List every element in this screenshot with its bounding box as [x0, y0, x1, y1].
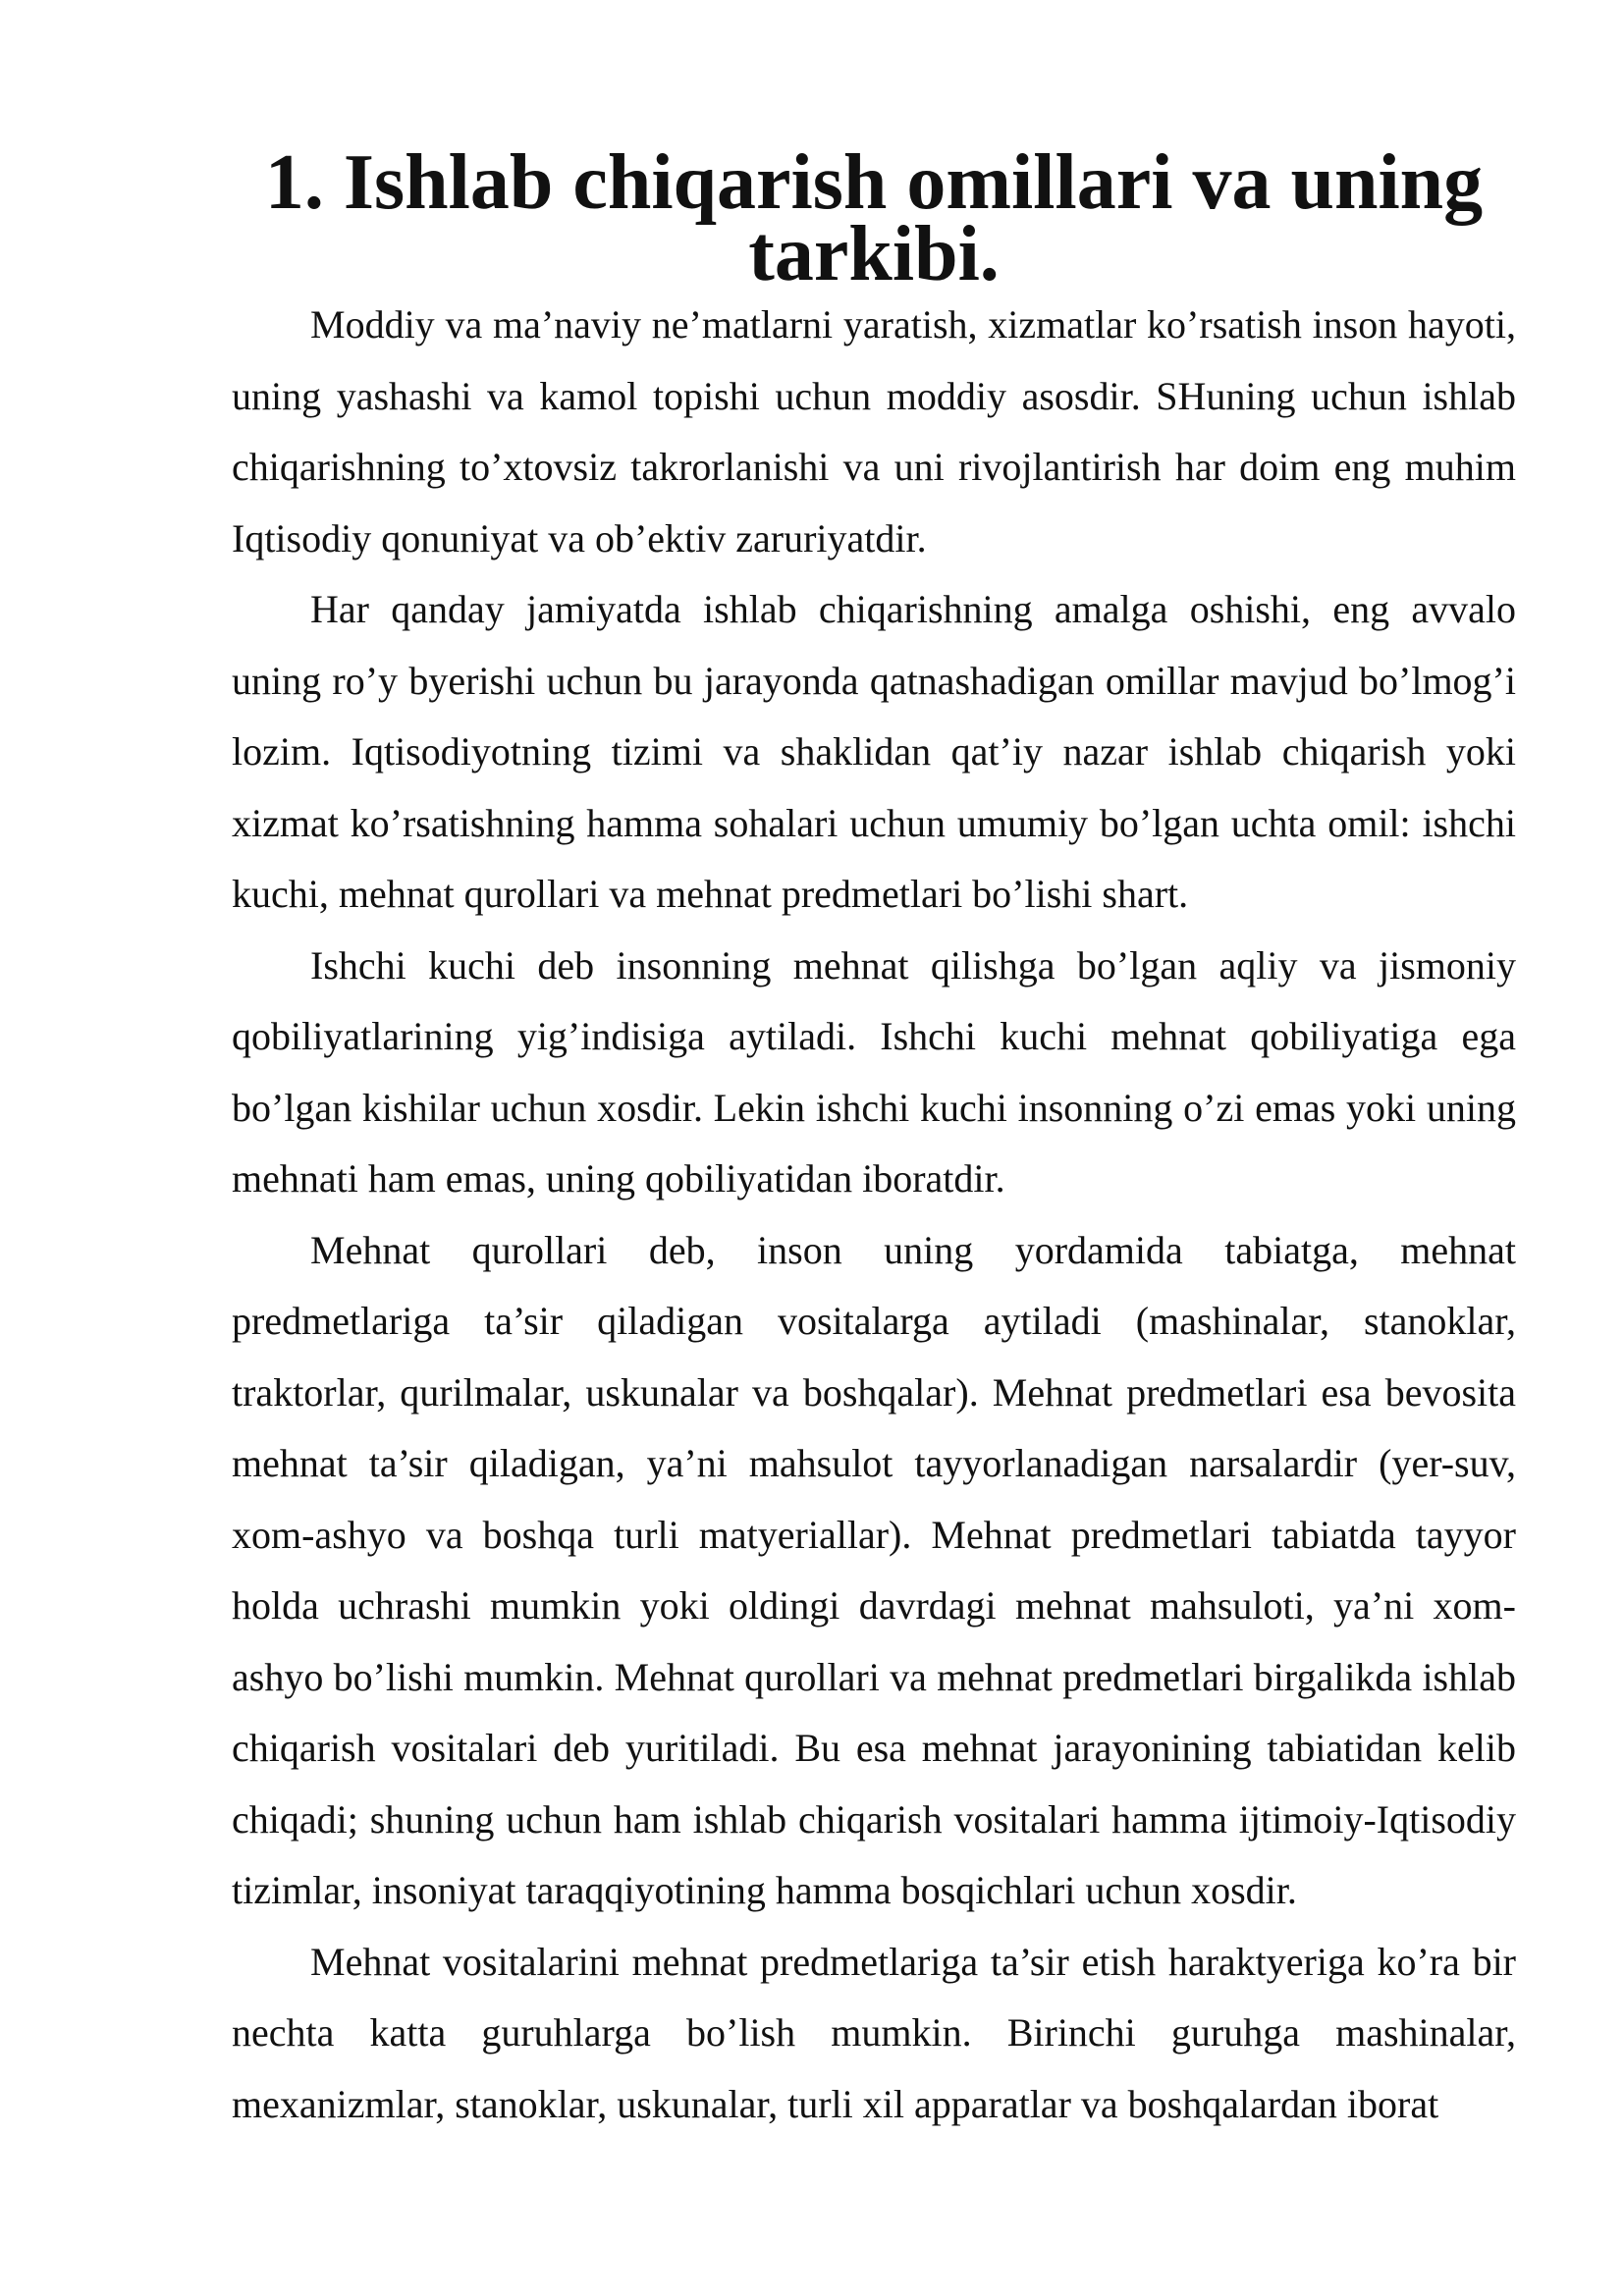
paragraph-3: Ishchi kuchi deb insonning mehnat qilishga bo’lgan aqliy va jismoniy qobiliyatlarining yig’indisiga aytiladi. Ishchi kuchi mehnat qobiliyatiga ega bo’lgan kishilar uchun xosdir. Lekin ishchi kuchi insonning o’zi emas yoki uning mehnati ham emas, uning qobiliyatidan iboratdir. [232, 942, 1516, 1201]
paragraph-4: Mehnat qurollari deb, inson uning yordamida tabiatga, mehnat predmetlariga ta’sir qiladigan vositalarga aytiladi (mashinalar, stanoklar, traktorlar, qurilmalar, uskunalar va boshqalar). Mehnat predmetlari esa bevosita mehnat ta’sir qiladigan, ya’ni mahsulot tayyorlanadigan narsalardir (yer-suv, xom-ashyo va boshqa turli matyeriallar). Mehnat predmetlari tabiatda tayyor holda uchrashi mumkin yoki oldingi davrdagi mehnat mahsuloti, ya’ni xom-ashyo bo’lishi mumkin. Mehnat qurollari va mehnat predmetlari birgalikda ishlab chiqarish vositalari deb yuritiladi. Bu esa mehnat jarayonining tabiatidan kelib chiqadi; shuning uchun ham ishlab chiqarish vositalari hamma ijtimoiy-Iqtisodiy tizimlar, insoniyat taraqqiyotining hamma bosqichlari uchun xosdir. [232, 1227, 1516, 1912]
section-heading: 1. Ishlab chiqarish omillari va uning tarkibi. [264, 139, 1484, 297]
paragraph-1: Moddiy va ma’naviy ne’matlarni yaratish, xizmatlar ko’rsatish inson hayoti, uning yashashi va kamol topishi uchun moddiy asosdir. SHuning uchun ishlab chiqarishning to’xtovsiz takrorlanishi va uni rivojlantirish har doim eng muhim Iqtisodiy qonuniyat va ob’ektiv zaruriyatdir. [232, 302, 1516, 561]
document-page [232, 139, 1516, 2140]
paragraph-2: Har qanday jamiyatda ishlab chiqarishning amalga oshishi, eng avvalo uning ro’y byerishi uchun bu jarayonda qatnashadigan omillar mavjud bo’lmog’i lozim. Iqtisodiyotning tizimi va shaklidan qat’iy nazar ishlab chiqarish yoki xizmat ko’rsatishning hamma sohalari uchun umumiy bo’lgan uchta omil: ishchi kuchi, mehnat qurollari va mehnat predmetlari bo’lishi shart. [232, 587, 1516, 916]
paragraph-5: Mehnat vositalarini mehnat predmetlariga ta’sir etish haraktyeriga ko’ra bir nechta katta guruhlarga bo’lish mumkin. Birinchi guruhga mashinalar, mexanizmlar, stanoklar, uskunalar, turli xil apparatlar va boshqalardan iborat [232, 1939, 1516, 2126]
